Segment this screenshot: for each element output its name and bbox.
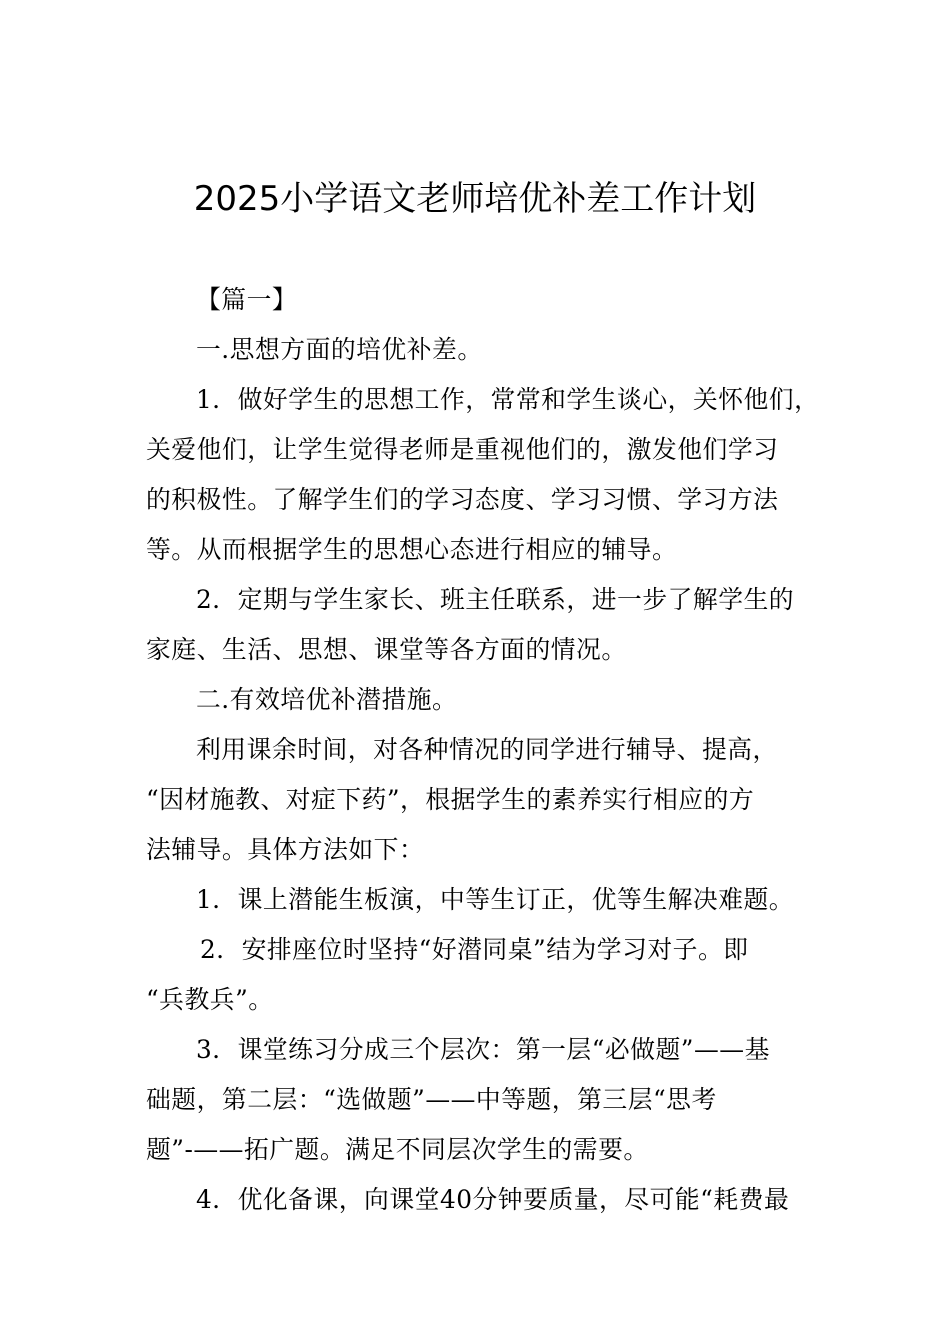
paragraph-line: 家庭、生活、思想、课堂等各方面的情况。 [146,635,627,664]
paragraph-line: 1．课上潜能生板演，中等生订正，优等生解决难题。 [196,885,795,914]
paragraph-line: 4．优化备课，向课堂40分钟要质量，尽可能“耗费最 [196,1185,790,1214]
paragraph-line: 题”-——拓广题。满足不同层次学生的需要。 [146,1135,649,1164]
paragraph-line: 1．做好学生的思想工作，常常和学生谈心，关怀他们， [196,385,820,414]
paragraph-line: “兵教兵”。 [146,985,274,1014]
paragraph-line: 础题，第二层：“选做题”——中等题，第三层“思考 [146,1085,717,1114]
paragraph-line: 的积极性。了解学生们的学习态度、学习习惯、学习方法 [146,485,779,514]
paragraph-line: “因材施教、对症下药”，根据学生的素养实行相应的方 [146,785,755,814]
paragraph-line: 2．定期与学生家长、班主任联系，进一步了解学生的 [196,585,795,614]
paragraph-line: 3．课堂练习分成三个层次：第一层“必做题”——基 [196,1035,770,1064]
paragraph-line: 利用课余时间，对各种情况的同学进行辅导、提高， [196,735,778,764]
heading-ideological-aspect: 一.思想方面的培优补差。 [196,335,483,364]
document-title: 2025小学语文老师培优补差工作计划 [193,179,757,219]
paragraph-line: 法辅导。具体方法如下： [146,835,425,864]
heading-effective-measures: 二.有效培优补潜措施。 [196,685,458,714]
paragraph-line: 关爱他们，让学生觉得老师是重视他们的，激发他们学习 [146,435,779,464]
paragraph-line: 2．安排座位时坚持“好潜同桌”结为学习对子。即 [200,935,749,964]
paragraph-line: 等。从而根据学生的思想心态进行相应的辅导。 [146,535,678,564]
section-heading-part-one: 【篇一】 [196,285,298,314]
